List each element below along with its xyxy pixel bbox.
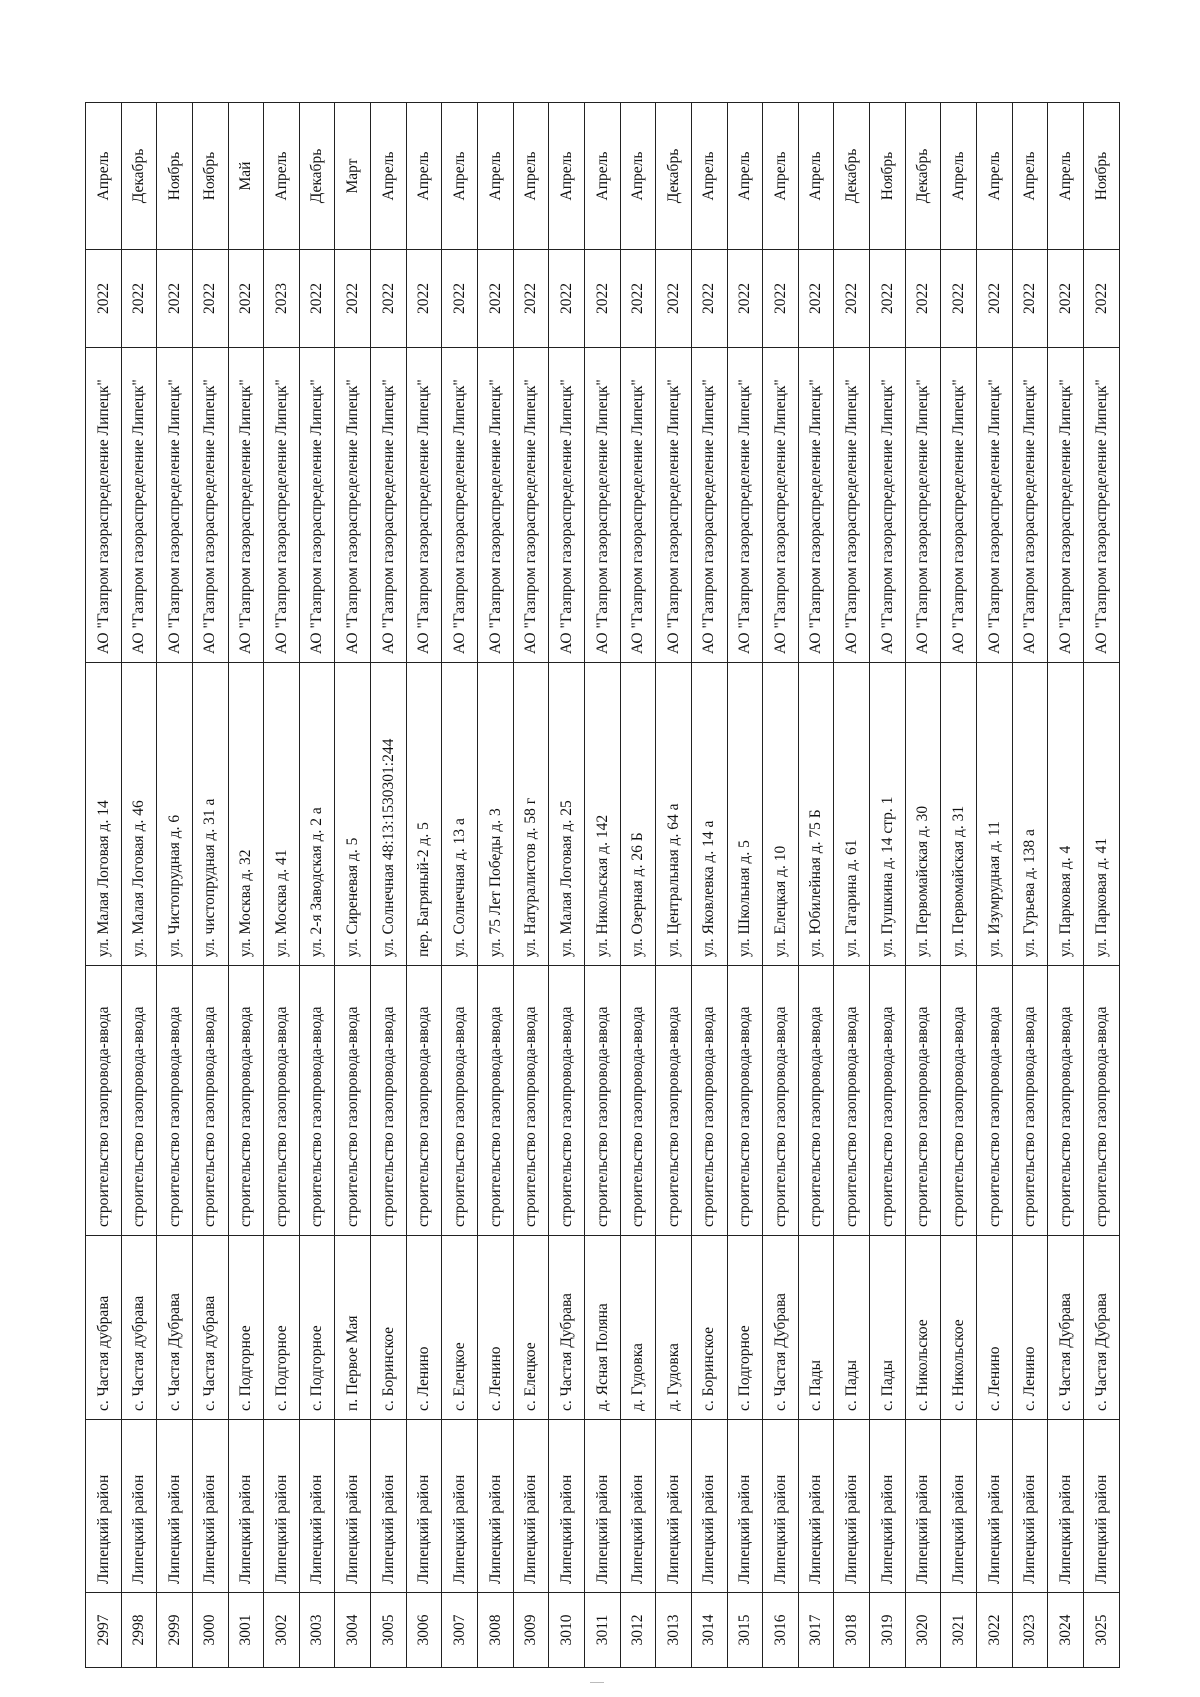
row-number-cell: 3024 (1048, 1593, 1084, 1668)
settlement-cell: с. Пады (834, 1236, 870, 1420)
settlement-cell: д. Гудовка (620, 1236, 656, 1420)
work-type-cell: строительство газопровода-ввода (905, 966, 941, 1236)
row-number-cell: 3019 (870, 1593, 906, 1668)
table-row (371, 103, 407, 1668)
settlement-cell: с. Частая Дубрава (763, 1236, 799, 1420)
table-row (834, 103, 870, 1668)
district-cell: Липецкий район (228, 1420, 264, 1593)
district-cell: Липецкий район (727, 1420, 763, 1593)
organization-cell: АО "Газпром газораспределение Липецк" (941, 348, 977, 663)
row-number-cell: 2999 (157, 1593, 193, 1668)
district-cell: Липецкий район (941, 1420, 977, 1593)
month-cell: Март (335, 103, 371, 250)
address-cell: ул. чистопрудная д. 31 а (192, 663, 228, 966)
month-cell: Декабрь (656, 103, 692, 250)
settlement-cell: с. Боринское (371, 1236, 407, 1420)
organization-cell: АО "Газпром газораспределение Липецк" (584, 348, 620, 663)
month-cell: Декабрь (121, 103, 157, 250)
row-number-cell: 3002 (264, 1593, 300, 1668)
settlement-cell: д. Ясная Поляна (584, 1236, 620, 1420)
settlement-cell: с. Подгорное (299, 1236, 335, 1420)
year-cell: 2022 (798, 250, 834, 348)
district-cell: Липецкий район (335, 1420, 371, 1593)
district-cell: Липецкий район (442, 1420, 478, 1593)
work-type-cell: строительство газопровода-ввода (228, 966, 264, 1236)
organization-cell: АО "Газпром газораспределение Липецк" (86, 348, 122, 663)
month-cell: Апрель (442, 103, 478, 250)
month-cell: Апрель (1048, 103, 1084, 250)
row-number-cell: 3003 (299, 1593, 335, 1668)
table-row (335, 103, 371, 1668)
settlement-cell: с. Ленино (406, 1236, 442, 1420)
month-cell: Апрель (478, 103, 514, 250)
organization-cell: АО "Газпром газораспределение Липецк" (1012, 348, 1048, 663)
address-cell: ул. Школьная д. 5 (727, 663, 763, 966)
month-cell: Декабрь (905, 103, 941, 250)
year-cell: 2022 (192, 250, 228, 348)
month-cell: Апрель (549, 103, 585, 250)
table-row (620, 103, 656, 1668)
district-cell: Липецкий район (264, 1420, 300, 1593)
settlement-cell: с. Подгорное (264, 1236, 300, 1420)
work-type-cell: строительство газопровода-ввода (1083, 966, 1119, 1236)
row-number-cell: 3011 (584, 1593, 620, 1668)
month-cell: Апрель (86, 103, 122, 250)
district-cell: Липецкий район (121, 1420, 157, 1593)
organization-cell: АО "Газпром газораспределение Липецк" (192, 348, 228, 663)
month-cell: Апрель (691, 103, 727, 250)
address-cell: ул. Елецкая д. 10 (763, 663, 799, 966)
table-row (121, 103, 157, 1668)
row-number-cell: 3012 (620, 1593, 656, 1668)
work-type-cell: строительство газопровода-ввода (834, 966, 870, 1236)
address-cell: ул. Сиреневая д. 5 (335, 663, 371, 966)
work-type-cell: строительство газопровода-ввода (656, 966, 692, 1236)
settlement-cell: с. Подгорное (727, 1236, 763, 1420)
table-row (406, 103, 442, 1668)
table-row (1083, 103, 1119, 1668)
district-cell: Липецкий район (86, 1420, 122, 1593)
row-number-cell: 2998 (121, 1593, 157, 1668)
settlement-cell: с. Частая Дубрава (549, 1236, 585, 1420)
year-cell: 2022 (905, 250, 941, 348)
year-cell: 2022 (335, 250, 371, 348)
address-cell: ул. Центральная д. 64 а (656, 663, 692, 966)
district-cell: Липецкий район (656, 1420, 692, 1593)
work-type-cell: строительство газопровода-ввода (478, 966, 514, 1236)
work-type-cell: строительство газопровода-ввода (727, 966, 763, 1236)
district-cell: Липецкий район (1083, 1420, 1119, 1593)
organization-cell: АО "Газпром газораспределение Липецк" (834, 348, 870, 663)
settlement-cell: с. Частая Дубрава (157, 1236, 193, 1420)
work-type-cell: строительство газопровода-ввода (870, 966, 906, 1236)
organization-cell: АО "Газпром газораспределение Липецк" (228, 348, 264, 663)
settlement-cell: с. Елецкое (513, 1236, 549, 1420)
organization-cell: АО "Газпром газораспределение Липецк" (763, 348, 799, 663)
month-cell: Апрель (727, 103, 763, 250)
work-type-cell: строительство газопровода-ввода (406, 966, 442, 1236)
year-cell: 2022 (513, 250, 549, 348)
table-row (549, 103, 585, 1668)
settlement-cell: с. Боринское (691, 1236, 727, 1420)
month-cell: Апрель (584, 103, 620, 250)
settlement-cell: с. Частая Дубрава (1083, 1236, 1119, 1420)
district-cell: Липецкий район (406, 1420, 442, 1593)
organization-cell: АО "Газпром газораспределение Липецк" (299, 348, 335, 663)
month-cell: Апрель (1012, 103, 1048, 250)
work-type-cell: строительство газопровода-ввода (941, 966, 977, 1236)
row-number-cell: 3017 (798, 1593, 834, 1668)
address-cell: ул. Малая Логовая д. 46 (121, 663, 157, 966)
table-row (157, 103, 193, 1668)
table-row (977, 103, 1013, 1668)
work-type-cell: строительство газопровода-ввода (299, 966, 335, 1236)
address-cell: ул. Малая Логовая д. 25 (549, 663, 585, 966)
work-type-cell: строительство газопровода-ввода (763, 966, 799, 1236)
row-number-cell: 3009 (513, 1593, 549, 1668)
year-cell: 2022 (870, 250, 906, 348)
table-row (1048, 103, 1084, 1668)
year-cell: 2022 (941, 250, 977, 348)
address-cell: ул. Гагарина д. 61 (834, 663, 870, 966)
address-cell: ул. Натуралистов д. 58 г (513, 663, 549, 966)
year-cell: 2022 (478, 250, 514, 348)
organization-cell: АО "Газпром газораспределение Липецк" (870, 348, 906, 663)
table-row (905, 103, 941, 1668)
year-cell: 2022 (549, 250, 585, 348)
row-number-cell: 3013 (656, 1593, 692, 1668)
table-row (727, 103, 763, 1668)
table-row (1012, 103, 1048, 1668)
month-cell: Апрель (406, 103, 442, 250)
work-type-cell: строительство газопровода-ввода (1048, 966, 1084, 1236)
month-cell: Декабрь (299, 103, 335, 250)
row-number-cell: 3001 (228, 1593, 264, 1668)
settlement-cell: с. Пады (798, 1236, 834, 1420)
organization-cell: АО "Газпром газораспределение Липецк" (549, 348, 585, 663)
settlement-cell: с. Частая дубрава (121, 1236, 157, 1420)
year-cell: 2022 (442, 250, 478, 348)
address-cell: ул. Парковая д. 4 (1048, 663, 1084, 966)
work-type-cell: строительство газопровода-ввода (442, 966, 478, 1236)
month-cell: Май (228, 103, 264, 250)
table-row (941, 103, 977, 1668)
month-cell: Апрель (513, 103, 549, 250)
row-number-cell: 3023 (1012, 1593, 1048, 1668)
month-cell: Ноябрь (157, 103, 193, 250)
settlement-cell: с. Елецкое (442, 1236, 478, 1420)
address-cell: ул. Яковлевка д. 14 а (691, 663, 727, 966)
table-row (798, 103, 834, 1668)
address-cell: ул. Солнечная д. 13 а (442, 663, 478, 966)
settlement-cell: с. Подгорное (228, 1236, 264, 1420)
year-cell: 2022 (656, 250, 692, 348)
work-type-cell: строительство газопровода-ввода (1012, 966, 1048, 1236)
work-type-cell: строительство газопровода-ввода (549, 966, 585, 1236)
row-number-cell: 3025 (1083, 1593, 1119, 1668)
district-cell: Липецкий район (870, 1420, 906, 1593)
work-type-cell: строительство газопровода-ввода (335, 966, 371, 1236)
table-row (870, 103, 906, 1668)
year-cell: 2022 (834, 250, 870, 348)
organization-cell: АО "Газпром газораспределение Липецк" (977, 348, 1013, 663)
month-cell: Апрель (798, 103, 834, 250)
gas-connection-table (85, 102, 1120, 1668)
row-number-cell: 3021 (941, 1593, 977, 1668)
organization-cell: АО "Газпром газораспределение Липецк" (905, 348, 941, 663)
address-cell: ул. Чистопрудная д. 6 (157, 663, 193, 966)
organization-cell: АО "Газпром газораспределение Липецк" (121, 348, 157, 663)
address-cell: ул. Никольская д. 142 (584, 663, 620, 966)
year-cell: 2022 (727, 250, 763, 348)
address-cell: ул. Первомайская д. 31 (941, 663, 977, 966)
district-cell: Липецкий район (371, 1420, 407, 1593)
table-row (656, 103, 692, 1668)
month-cell: Апрель (977, 103, 1013, 250)
work-type-cell: строительство газопровода-ввода (371, 966, 407, 1236)
district-cell: Липецкий район (798, 1420, 834, 1593)
work-type-cell: строительство газопровода-ввода (86, 966, 122, 1236)
organization-cell: АО "Газпром газораспределение Липецк" (1048, 348, 1084, 663)
month-cell: Ноябрь (870, 103, 906, 250)
organization-cell: АО "Газпром газораспределение Липецк" (406, 348, 442, 663)
row-number-cell: 3004 (335, 1593, 371, 1668)
organization-cell: АО "Газпром газораспределение Липецк" (727, 348, 763, 663)
settlement-cell: с. Ленино (977, 1236, 1013, 1420)
address-cell: ул. 75 Лет Победы д. 3 (478, 663, 514, 966)
district-cell: Липецкий район (1048, 1420, 1084, 1593)
year-cell: 2022 (977, 250, 1013, 348)
work-type-cell: строительство газопровода-ввода (977, 966, 1013, 1236)
district-cell: Липецкий район (1012, 1420, 1048, 1593)
year-cell: 2023 (264, 250, 300, 348)
district-cell: Липецкий район (478, 1420, 514, 1593)
row-number-cell: 3005 (371, 1593, 407, 1668)
organization-cell: АО "Газпром газораспределение Липецк" (157, 348, 193, 663)
month-cell: Декабрь (834, 103, 870, 250)
year-cell: 2022 (691, 250, 727, 348)
settlement-cell: с. Пады (870, 1236, 906, 1420)
table-row (299, 103, 335, 1668)
table-row (442, 103, 478, 1668)
district-cell: Липецкий район (691, 1420, 727, 1593)
settlement-cell: с. Частая дубрава (86, 1236, 122, 1420)
organization-cell: АО "Газпром газораспределение Липецк" (656, 348, 692, 663)
year-cell: 2022 (121, 250, 157, 348)
row-number-cell: 3007 (442, 1593, 478, 1668)
address-cell: ул. Москва д. 32 (228, 663, 264, 966)
district-cell: Липецкий район (299, 1420, 335, 1593)
work-type-cell: строительство газопровода-ввода (620, 966, 656, 1236)
year-cell: 2022 (157, 250, 193, 348)
table-row (763, 103, 799, 1668)
district-cell: Липецкий район (763, 1420, 799, 1593)
settlement-cell: с. Частая дубрава (192, 1236, 228, 1420)
address-cell: ул. Гурьева д. 138 а (1012, 663, 1048, 966)
month-cell: Ноябрь (192, 103, 228, 250)
district-cell: Липецкий район (584, 1420, 620, 1593)
row-number-cell: 3014 (691, 1593, 727, 1668)
district-cell: Липецкий район (905, 1420, 941, 1593)
row-number-cell: 3018 (834, 1593, 870, 1668)
address-cell: ул. Первомайская д. 30 (905, 663, 941, 966)
row-number-cell: 3020 (905, 1593, 941, 1668)
month-cell: Апрель (620, 103, 656, 250)
document-page (85, 103, 1120, 1668)
table-row (86, 103, 122, 1668)
address-cell: ул. Изумрудная д. 11 (977, 663, 1013, 966)
table-row (192, 103, 228, 1668)
address-cell: ул. Пушкина д. 14 стр. 1 (870, 663, 906, 966)
table-body (86, 103, 1120, 1668)
row-number-cell: 3006 (406, 1593, 442, 1668)
address-cell: ул. Озерная д. 26 Б (620, 663, 656, 966)
address-cell: ул. Юбилейная д. 75 Б (798, 663, 834, 966)
settlement-cell: с. Никольское (941, 1236, 977, 1420)
address-cell: ул. Малая Логовая д. 14 (86, 663, 122, 966)
district-cell: Липецкий район (834, 1420, 870, 1593)
work-type-cell: строительство газопровода-ввода (691, 966, 727, 1236)
year-cell: 2022 (1012, 250, 1048, 348)
work-type-cell: строительство газопровода-ввода (798, 966, 834, 1236)
row-number-cell: 3008 (478, 1593, 514, 1668)
work-type-cell: строительство газопровода-ввода (192, 966, 228, 1236)
year-cell: 2022 (763, 250, 799, 348)
table-row (228, 103, 264, 1668)
organization-cell: АО "Газпром газораспределение Липецк" (371, 348, 407, 663)
district-cell: Липецкий район (192, 1420, 228, 1593)
row-number-cell: 3010 (549, 1593, 585, 1668)
district-cell: Липецкий район (157, 1420, 193, 1593)
settlement-cell: п. Первое Мая (335, 1236, 371, 1420)
year-cell: 2022 (371, 250, 407, 348)
organization-cell: АО "Газпром газораспределение Липецк" (335, 348, 371, 663)
work-type-cell: строительство газопровода-ввода (157, 966, 193, 1236)
address-cell: ул. Солнечная 48:13:1530301:244 (371, 663, 407, 966)
year-cell: 2022 (1083, 250, 1119, 348)
settlement-cell: с. Ленино (1012, 1236, 1048, 1420)
table-row (478, 103, 514, 1668)
month-cell: Апрель (371, 103, 407, 250)
district-cell: Липецкий район (549, 1420, 585, 1593)
table-row (691, 103, 727, 1668)
row-number-cell: 3016 (763, 1593, 799, 1668)
work-type-cell: строительство газопровода-ввода (121, 966, 157, 1236)
work-type-cell: строительство газопровода-ввода (264, 966, 300, 1236)
work-type-cell: строительство газопровода-ввода (584, 966, 620, 1236)
row-number-cell: 3022 (977, 1593, 1013, 1668)
address-cell: ул. Парковая д. 41 (1083, 663, 1119, 966)
month-cell: Апрель (264, 103, 300, 250)
month-cell: Ноябрь (1083, 103, 1119, 250)
settlement-cell: д. Гудовка (656, 1236, 692, 1420)
year-cell: 2022 (406, 250, 442, 348)
district-cell: Липецкий район (620, 1420, 656, 1593)
scan-artifact (590, 1682, 604, 1683)
organization-cell: АО "Газпром газораспределение Липецк" (264, 348, 300, 663)
district-cell: Липецкий район (513, 1420, 549, 1593)
year-cell: 2022 (228, 250, 264, 348)
organization-cell: АО "Газпром газораспределение Липецк" (691, 348, 727, 663)
work-type-cell: строительство газопровода-ввода (513, 966, 549, 1236)
year-cell: 2022 (620, 250, 656, 348)
organization-cell: АО "Газпром газораспределение Липецк" (798, 348, 834, 663)
organization-cell: АО "Газпром газораспределение Липецк" (620, 348, 656, 663)
settlement-cell: с. Частая Дубрава (1048, 1236, 1084, 1420)
organization-cell: АО "Газпром газораспределение Липецк" (1083, 348, 1119, 663)
table-row (584, 103, 620, 1668)
table-row (264, 103, 300, 1668)
address-cell: ул. Москва д. 41 (264, 663, 300, 966)
year-cell: 2022 (299, 250, 335, 348)
year-cell: 2022 (1048, 250, 1084, 348)
settlement-cell: с. Ленино (478, 1236, 514, 1420)
row-number-cell: 2997 (86, 1593, 122, 1668)
year-cell: 2022 (86, 250, 122, 348)
organization-cell: АО "Газпром газораспределение Липецк" (442, 348, 478, 663)
address-cell: пер. Багряный-2 д. 5 (406, 663, 442, 966)
row-number-cell: 3015 (727, 1593, 763, 1668)
organization-cell: АО "Газпром газораспределение Липецк" (478, 348, 514, 663)
district-cell: Липецкий район (977, 1420, 1013, 1593)
address-cell: ул. 2-я Заводская д. 2 а (299, 663, 335, 966)
year-cell: 2022 (584, 250, 620, 348)
settlement-cell: с. Никольское (905, 1236, 941, 1420)
organization-cell: АО "Газпром газораспределение Липецк" (513, 348, 549, 663)
table-row (513, 103, 549, 1668)
row-number-cell: 3000 (192, 1593, 228, 1668)
month-cell: Апрель (763, 103, 799, 250)
month-cell: Апрель (941, 103, 977, 250)
